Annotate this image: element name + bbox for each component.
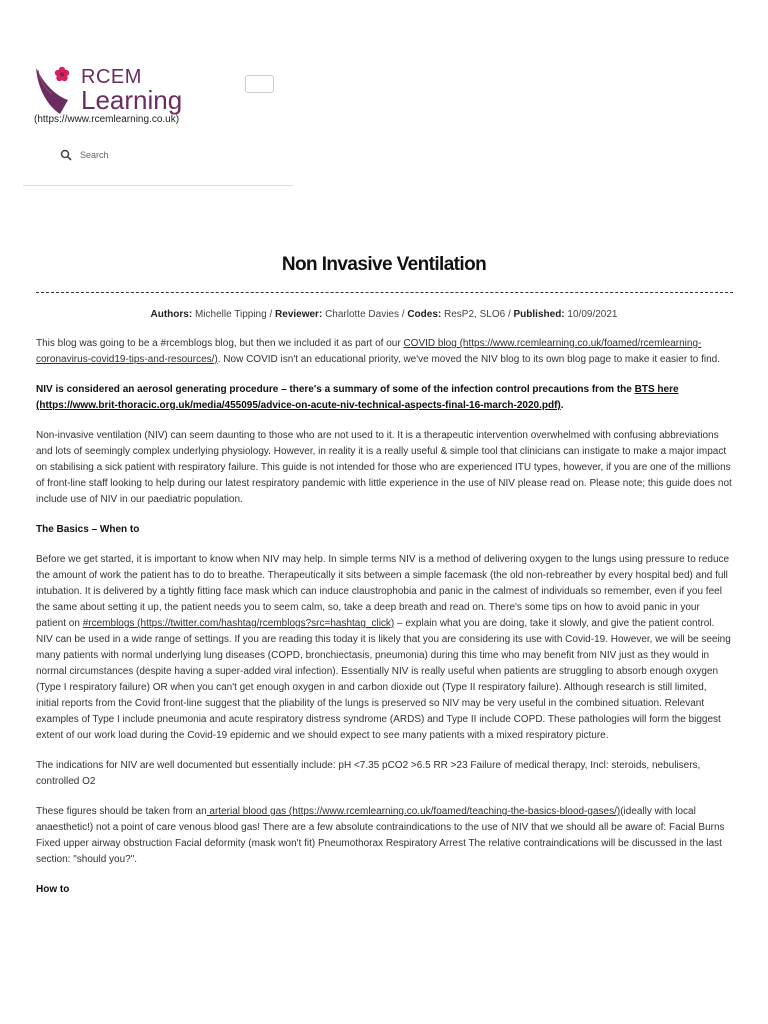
search-icon <box>60 149 72 161</box>
bts-link[interactable]: BTS here (https://www.brit-thoracic.org.uk/media/455095/advice-on-acute-niv-technical-aspects-final-16-march-2020.pdf) <box>36 384 679 411</box>
aerosol-notice-paragraph: NIV is considered an aerosol generating procedure – there's a summary of some of the infection control precautions from the BTS here (https://www.brit-thoracic.org.uk/media/455095/advice-on-acute-niv-technical-aspects-final-16-march-2020.pdf). <box>36 384 679 411</box>
intro-paragraph: This blog was going to be a #rcemblogs blog, but then we included it as part of our COVID blog (https://www.rcemlearning.co.uk/foamed/rcemlearning-coronavirus-covid19-tips-and-resources/). Now COVID isn't an educational priority, we've moved the NIV blog to its own blog page to make it easier to find. <box>36 338 720 365</box>
rcemblogs-link[interactable]: #rcemblogs (https://twitter.com/hashtag/rcemblogs?src=hashtag_click) <box>82 618 395 629</box>
authors-value: Michelle Tipping <box>194 309 267 320</box>
reviewer-value: Charlotte Davies <box>325 309 399 320</box>
logo-text-rcem: RCEM <box>81 66 142 88</box>
overview-paragraph: Non-invasive ventilation (NIV) can seem daunting to those who are not used to it. It is a therapeutic intervention overwhelmed with confusing abbreviations and lots of seemingly complex underlying physiology. However, in reality it is a really useful & simple tool that clinicians can instigate to make a major impact on stabilising a sick patient with respiratory failure. This guide is not intended for those who are experienced ITU types, however, if you are one of the millions of front-line staff looking to help during our latest respiratory pandemic with little experience in the use of NIV please read on. Please note; this guide does not include use of NIV in our paediatric population. <box>36 430 732 505</box>
article-meta <box>0 309 768 320</box>
title-divider <box>36 292 733 293</box>
logo-url-text[interactable]: (https://www.rcemlearning.co.uk) <box>34 114 180 125</box>
search-bar[interactable] <box>60 148 240 162</box>
published-value: 10/09/2021 <box>567 309 618 320</box>
section-heading-basics: The Basics – When to <box>36 524 140 535</box>
contraindications-paragraph: These figures should be taken from an arterial blood gas (https://www.rcemlearning.co.uk/foamed/teaching-the-basics-blood-gases/)(ideally with local anaesthetic!) not a point of care venous blood gas! There are a few absolute contraindications to the use of NIV that we should all be aware of: Facial Burns Fixed upper airway obstruction Facial deformity (mask won't fit) Pneumothorax Respiratory Arrest The relative contraindications will be discussed in the last section: "should you?". <box>36 806 725 865</box>
basics-paragraph: Before we get started, it is important to know when NIV may help. In simple terms NIV is a method of delivering oxygen to the lungs using pressure to reduce the amount of work the patient has to do to breathe. Therapeutically it sits between a simple facemask (the old non-rebreather by every hospital bed) and full intubation. It is delivered by a tightly fitting face mask which can induce claustrophobia and panic in the calmest of individuals so remember, even if you feel the same about setting it up, the patient needs you to seem calm, so, take a deep breath and read on. There's some tips on how to avoid panic in your patient on #rcemblogs (https://twitter.com/hashtag/rcemblogs?src=hashtag_click) – explain what you are doing, take it slowly, and give the patient control. NIV can be used in a wide range of settings. If you are reading this today it is likely that you are considering its use with Covid-19. However, we will be seeing many patients with normal underlying lung diseases (COPD, bronchiectasis, pneumonia) during this time who may benefit from NIV just as they would in normal circumstances (despite having a super-added viral infection). Essentially NIV is really useful when patients are struggling to absorb enough oxygen (Type I respiratory failure) OR when you can't get enough oxygen in and carbon dioxide out (Type II respiratory failure). Although research is still limited, initial reports from the Covid front-line suggest that the pliability of the lungs is preserved so NIV may be very useful in the combined situation. Relevant examples of Type I include pneumonia and acute respiratory distress syndrome (ARDS) and Type II include COPD. These pathologies will form the biggest extent of our work load during the Covid-19 epidemic and we should expect to see many patients with a mixed respiratory picture. <box>36 554 731 741</box>
section-heading-how-to: How to <box>36 884 70 895</box>
site-logo[interactable] <box>34 66 184 116</box>
meta-separator: / <box>398 309 408 320</box>
rcem-logo-icon <box>34 66 78 118</box>
indications-paragraph: The indications for NIV are well documented but essentially include: pH <7.35 pCO2 >6.5 RR >23 Failure of medical therapy, Incl: steroids, nebulisers, controlled O2 <box>36 760 701 787</box>
reviewer-label: Reviewer: <box>275 309 323 320</box>
article-body <box>36 336 732 912</box>
header-divider <box>23 185 293 186</box>
codes-value: ResP2, SLO6 <box>444 309 506 320</box>
covid-blog-link[interactable]: COVID blog (https://www.rcemlearning.co.uk/foamed/rcemlearning-coronavirus-covid19-tips-and-resources/) <box>36 338 702 365</box>
meta-separator: / <box>266 309 276 320</box>
published-label: Published: <box>513 309 565 320</box>
blood-gas-link[interactable]: arterial blood gas (https://www.rcemlearning.co.uk/foamed/teaching-the-basics-blood-gases/) <box>206 806 621 817</box>
search-input[interactable] <box>80 150 240 160</box>
codes-label: Codes: <box>407 309 442 320</box>
meta-separator: / <box>505 309 514 320</box>
authors-label: Authors: <box>150 309 193 320</box>
logo-text-learning: Learning <box>81 85 183 115</box>
menu-toggle-button[interactable] <box>245 75 274 93</box>
page-title: Non Invasive Ventilation <box>281 254 487 275</box>
